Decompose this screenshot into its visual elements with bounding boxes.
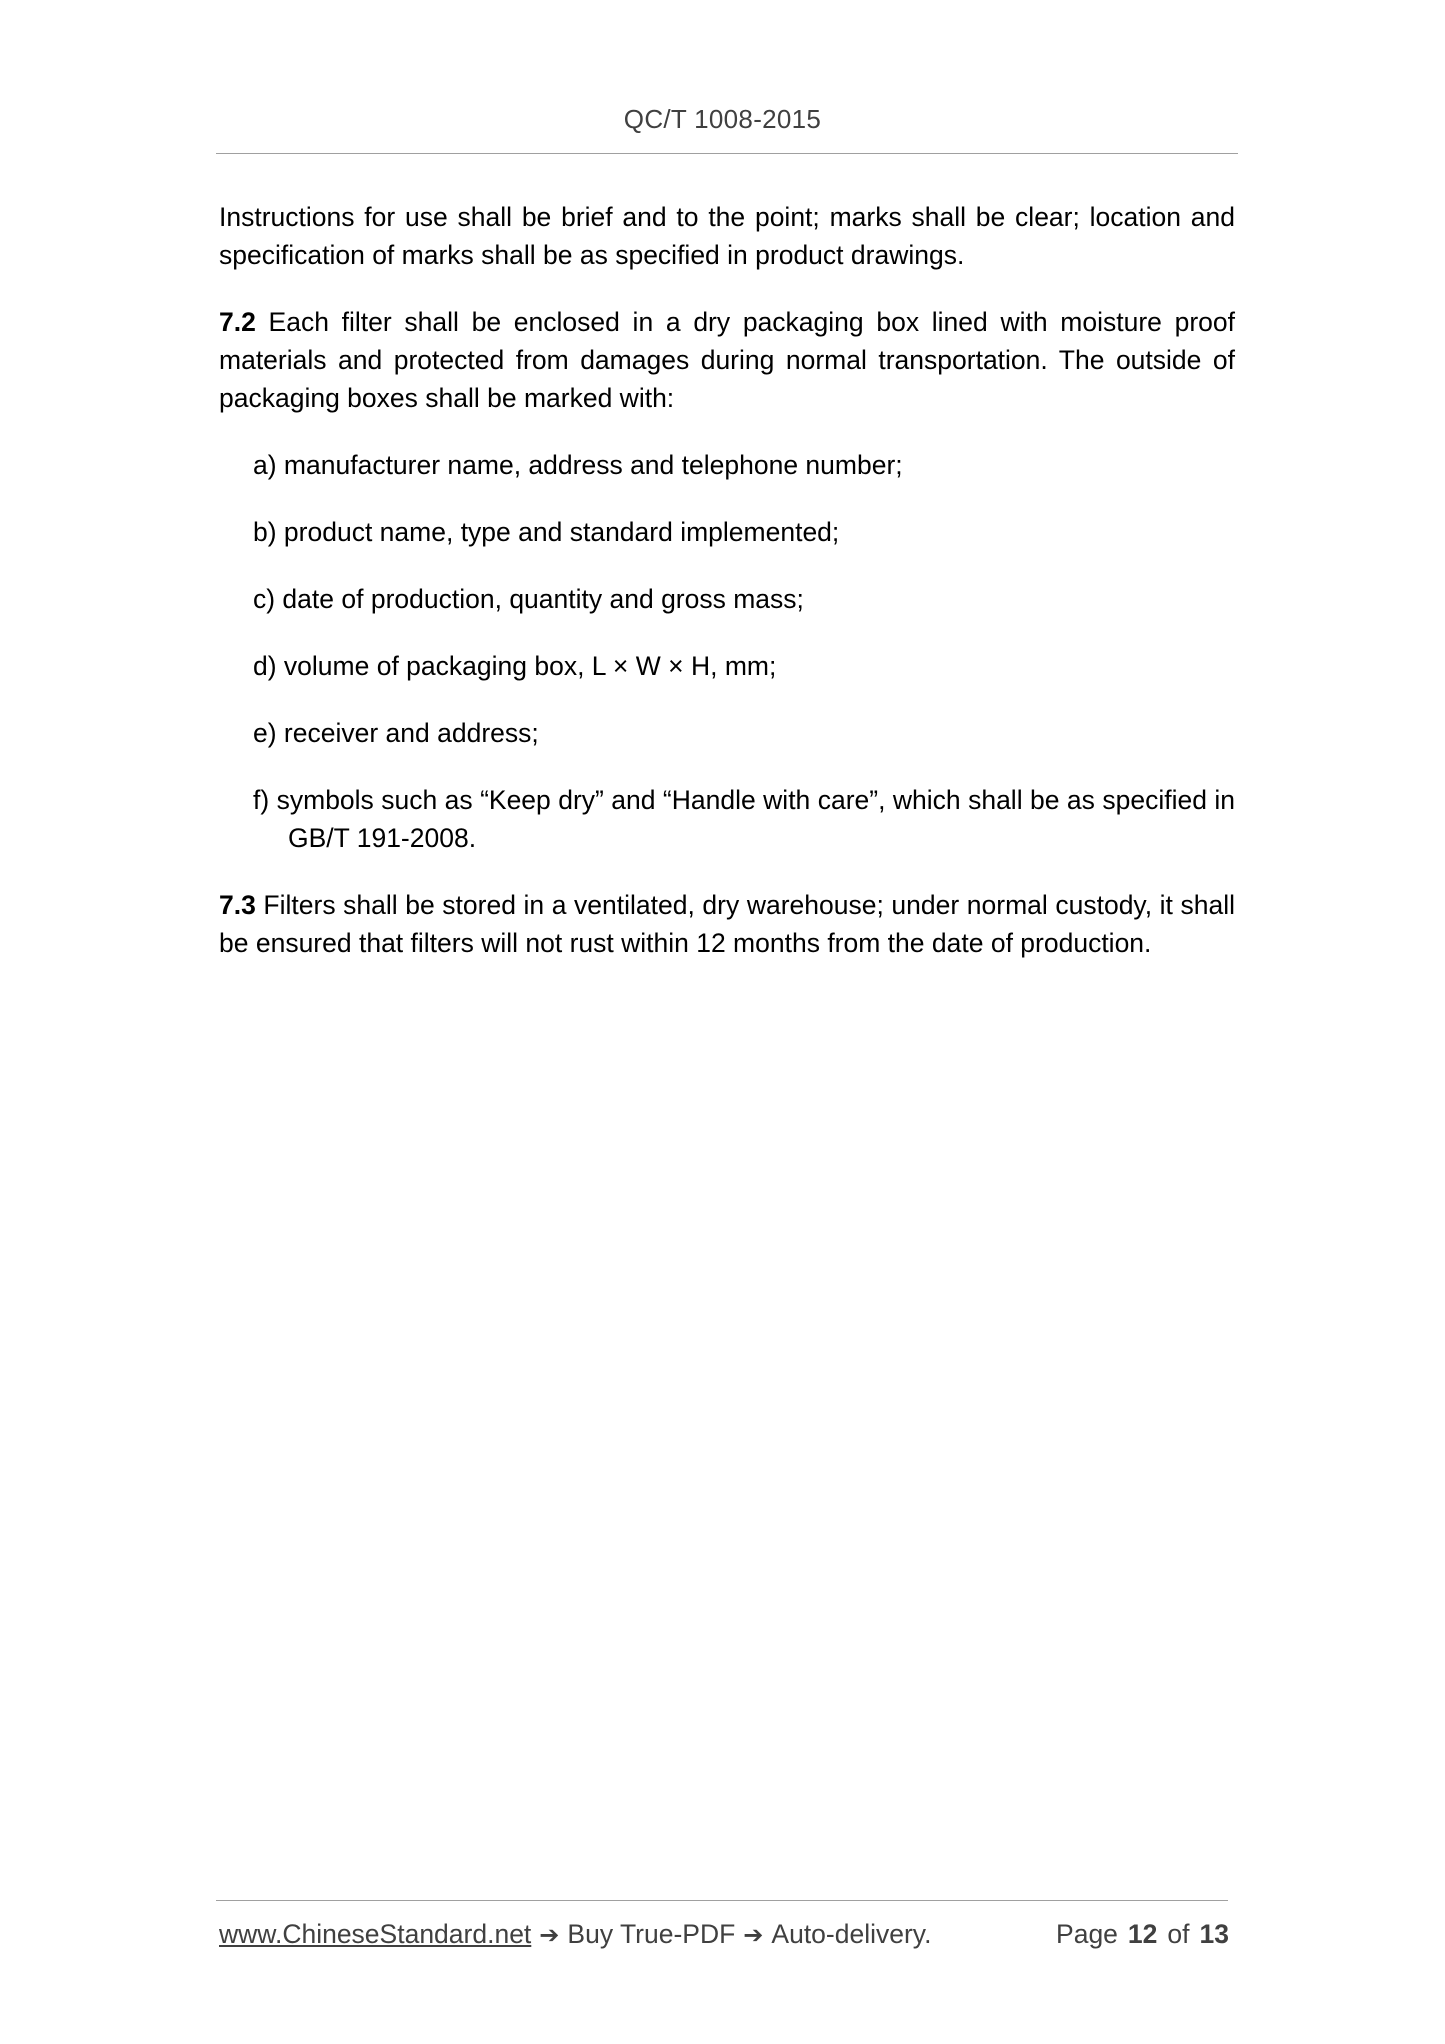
page-label: Page <box>1056 1919 1118 1949</box>
header-divider <box>216 153 1238 154</box>
intro-paragraph: Instructions for use shall be brief and to the point; marks shall be clear; location and specification of marks shall be as specified in product drawings. <box>219 202 1235 270</box>
list-item: d) volume of packaging box, L × W × H, mm; <box>253 651 777 681</box>
total-pages-number: 13 <box>1199 1919 1229 1949</box>
footer-divider <box>216 1900 1228 1901</box>
list-item: e) receiver and address; <box>253 718 539 748</box>
document-body <box>219 198 1235 962</box>
footer-promo <box>219 1919 931 1950</box>
clause-7-3 <box>219 886 1235 962</box>
list-item: f) symbols such as “Keep dry” and “Handle with care”, which shall be as specified in GB/T 191-2008. <box>253 785 1235 853</box>
delivery-text: Auto-delivery. <box>771 1919 932 1949</box>
list-item: b) product name, type and standard implemented; <box>253 517 840 547</box>
list-item: a) manufacturer name, address and telephone number; <box>253 450 903 480</box>
of-label: of <box>1167 1919 1190 1949</box>
site-link[interactable]: www.ChineseStandard.net <box>219 1919 532 1949</box>
clause-7-3-text: Filters shall be stored in a ventilated, dry warehouse; under normal custody, it shall be ensured that filters will not rust within 12 months from the date of production. <box>219 890 1235 958</box>
marking-list <box>219 446 1235 857</box>
current-page-number: 12 <box>1127 1919 1158 1949</box>
clause-7-2-number: 7.2 <box>219 307 256 337</box>
page-header-title: QC/T 1008-2015 <box>623 104 822 134</box>
page-counter <box>1056 1919 1229 1950</box>
right-arrow-icon: ➔ <box>539 1922 560 1949</box>
right-arrow-icon: ➔ <box>743 1922 764 1949</box>
buy-text: Buy True-PDF <box>567 1919 736 1949</box>
list-item: c) date of production, quantity and gross mass; <box>253 584 804 614</box>
clause-7-2 <box>219 303 1235 417</box>
clause-7-3-number: 7.3 <box>219 890 256 920</box>
clause-7-2-text: Each filter shall be enclosed in a dry packaging box lined with moisture proof materials and protected from damages during normal transportation. The outside of packaging boxes shall be marked with: <box>219 307 1235 413</box>
